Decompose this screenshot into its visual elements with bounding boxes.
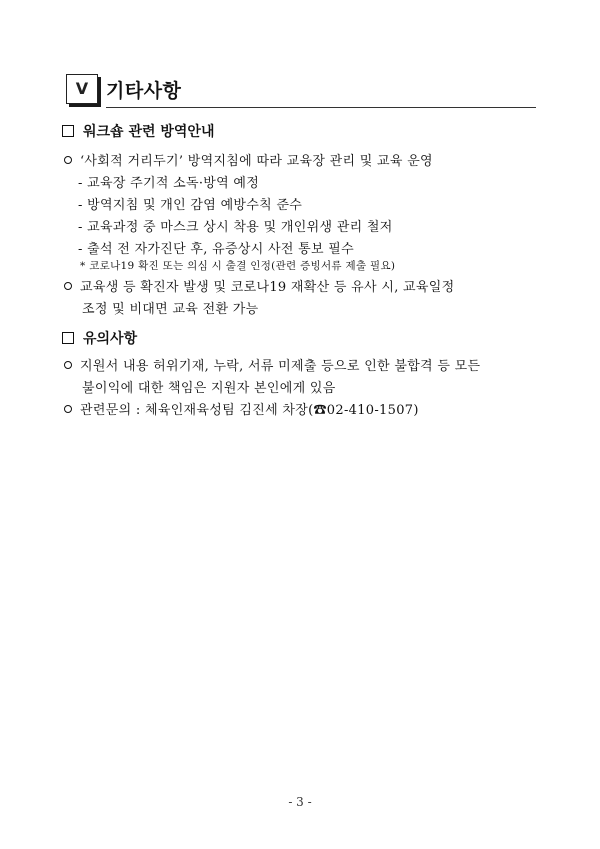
square-bullet-icon [62,125,74,137]
list-item [64,276,455,295]
square-bullet-icon [62,332,74,344]
section-title: 워크숍 관련 방역안내 [83,124,215,140]
sub-item: - 교육장 주기적 소독·방역 예정 [78,176,260,191]
chapter-underline [106,107,536,108]
list-item-text: 관련문의 : 체육인재육성팀 김진세 차장(☎02-410-1507) [80,403,419,418]
list-item [64,399,419,418]
list-item-text: 교육생 등 확진자 발생 및 코로나19 재확산 등 유사 시, 교육일정 [80,280,455,295]
chapter-header [66,72,536,108]
chapter-title: 기타사항 [106,80,182,102]
sub-item: - 방역지침 및 개인 감염 예방수칙 준수 [78,198,303,213]
note: * 코로나19 확진 또는 의심 시 출결 인정(관련 증빙서류 제출 필요) [80,260,396,272]
list-item [64,150,433,169]
list-item-continuation: 불이익에 대한 책임은 지원자 본인에게 있음 [82,381,336,396]
circle-bullet-icon [64,361,72,369]
circle-bullet-icon [64,405,72,413]
circle-bullet-icon [64,282,72,290]
list-item-text: ‘사회적 거리두기’ 방역지침에 따라 교육장 관리 및 교육 운영 [80,154,433,169]
section-title: 유의사항 [83,331,138,347]
list-item [64,355,480,374]
section-heading-notes [62,328,137,348]
page-number: - 3 - [288,795,312,809]
sub-item: - 출석 전 자가진단 후, 유증상시 사전 통보 필수 [78,242,355,257]
circle-bullet-icon [64,156,72,164]
chapter-number: Ⅴ [66,74,98,104]
list-item-text: 지원서 내용 허위기재, 누락, 서류 미제출 등으로 인한 불합격 등 모든 [80,359,481,374]
section-heading-quarantine [62,121,214,141]
list-item-continuation: 조정 및 비대면 교육 전환 가능 [82,302,259,317]
sub-item: - 교육과정 중 마스크 상시 착용 및 개인위생 관리 철저 [78,220,393,235]
